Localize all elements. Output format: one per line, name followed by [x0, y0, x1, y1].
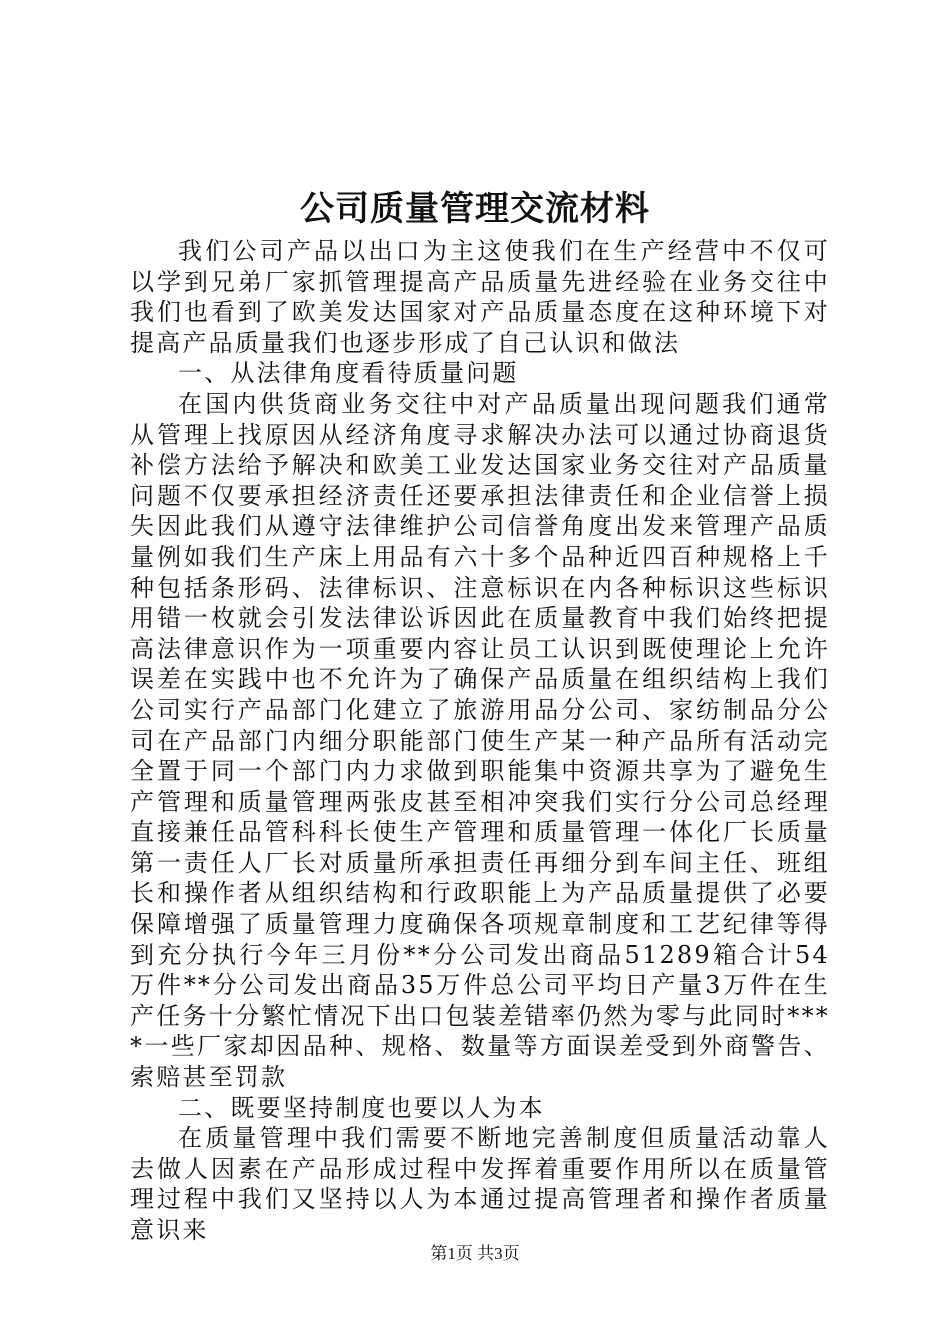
- section-heading-1: 一、从法律角度看待质量问题: [178, 359, 519, 388]
- section-2-paragraph: 在质量管理中我们需要不断地完善制度但质量活动靠人去做人因素在产品形成过程中发挥着重要作用所以在质量管理过程中我们又坚持以人为本通过提高管理者和操作者质量意识来: [130, 1124, 830, 1244]
- document-title: 公司质量管理交流材料: [300, 189, 650, 229]
- section-heading-2: 二、既要坚持制度也要以人为本: [178, 1093, 545, 1122]
- intro-paragraph: 我们公司产品以出口为主这使我们在生产经营中不仅可以学到兄弟厂家抓管理提高产品质量先进经验在业务交往中我们也看到了欧美发达国家对产品质量态度在这种环境下对提高产品质量我们也逐步形成了自己认识和做法: [130, 237, 830, 357]
- document-body: [130, 236, 830, 1246]
- section-1-paragraph: 在国内供货商业务交往中对产品质量出现问题我们通常从管理上找原因从经济角度寻求解决办法可以通过协商退货补偿方法给予解决和欧美工业发达国家业务交往对产品质量问题不仅要承担经济责任还要承担法律责任和企业信誉上损失因此我们从遵守法律维护公司信誉角度出发来管理产品质量例如我们生产床上用品有六十多个品种近四百种规格上千种包括条形码、法律标识、注意标识在内各种标识这些标识用错一枚就会引发法律讼诉因此在质量教育中我们始终把提高法律意识作为一项重要内容让员工认识到既使理论上允许误差在实践中也不允许为了确保产品质量在组织结构上我们公司实行产品部门化建立了旅游用品分公司、家纺制品分公司在产品部门内细分职能部门使生产某一种产品所有活动完全置于同一个部门内力求做到职能集中资源共享为了避免生产管理和质量管理两张皮甚至相冲突我们实行分公司总经理直接兼任品管科科长使生产管理和质量管理一体化厂长质量第一责任人厂长对质量所承担责任再细分到车间主任、班组长和操作者从组织结构和行政职能上为产品质量提供了必要保障增强了质量管理力度确保各项规章制度和工艺纪律等得到充分执行今年三月份**分公司发出商品51289箱合计54万件**分公司发出商品35万件总公司平均日产量3万件在生产任务十分繁忙情况下出口包装差错率仍然为零与此同时****一些厂家却因品种、规格、数量等方面误差受到外商警告、索赔甚至罚款: [130, 389, 830, 1092]
- page-footer: 第1页 共3页: [430, 1244, 520, 1263]
